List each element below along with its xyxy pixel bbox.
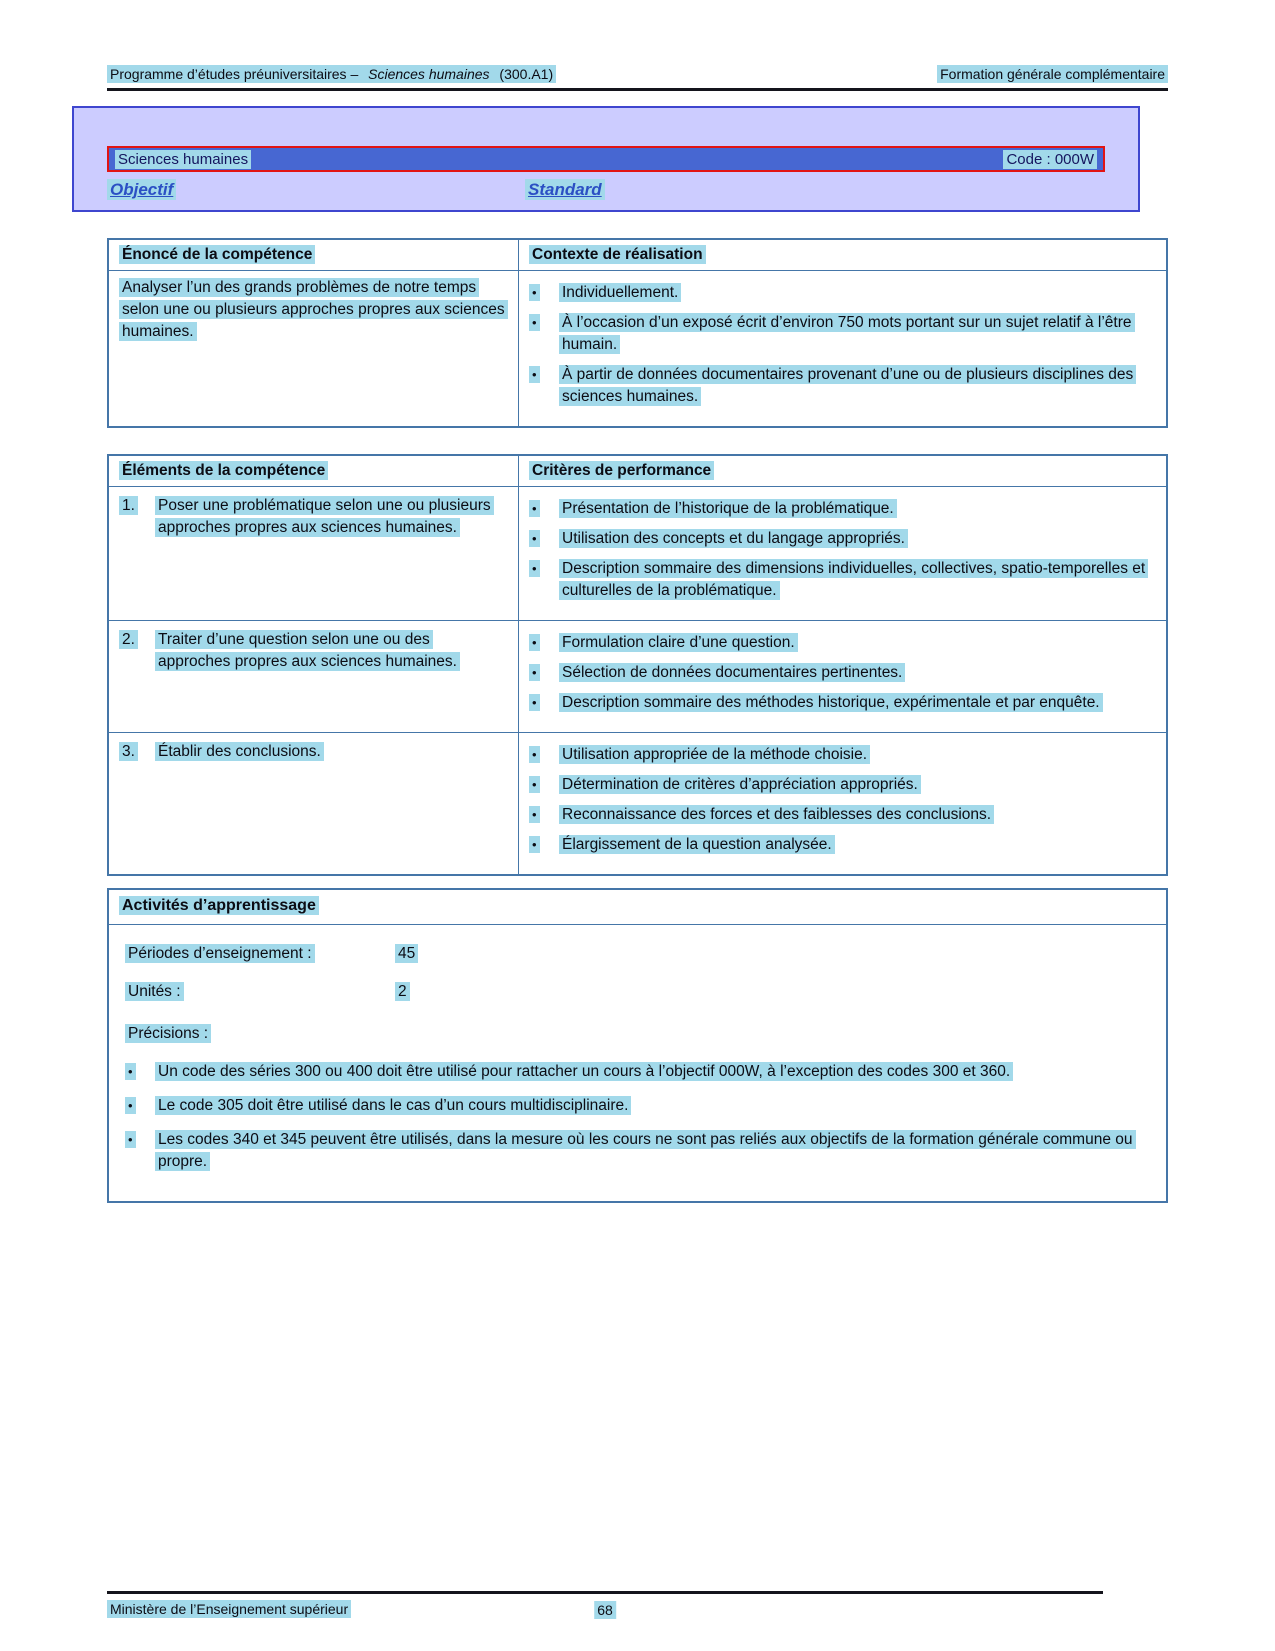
item-number-column	[119, 629, 155, 673]
bullet-icon	[529, 284, 540, 301]
item-number: 1.	[119, 496, 138, 515]
item-number-column	[119, 495, 155, 539]
bullet-column	[529, 804, 559, 826]
bullet-icon	[529, 694, 540, 711]
bullet-icon	[529, 560, 540, 577]
header-program-prefix: Programme d’études préuniversitaires –	[107, 65, 365, 83]
footer-page-number: 68	[594, 1601, 616, 1619]
bullet-column	[529, 632, 559, 654]
unites-value: 2	[395, 982, 410, 1001]
bullet-text-wrap	[559, 804, 1154, 826]
periodes-value-wrap	[395, 943, 418, 965]
item-number: 3.	[119, 742, 138, 761]
bullet-icon	[529, 776, 540, 793]
critere-text: Utilisation appropriée de la méthode choisie.	[559, 745, 870, 764]
bullet-column	[529, 662, 559, 684]
bullet-column	[529, 364, 559, 408]
critere-text: Description sommaire des dimensions individuelles, collectives, spatio-temporelles et culturelles de la problématique.	[559, 559, 1148, 600]
item-text-wrap	[155, 741, 506, 763]
bullet-text-wrap	[559, 528, 1154, 550]
precision-text: Un code des séries 300 ou 400 doit être utilisé pour rattacher un cours à l’objectif 000W, à l’exception des codes 300 et 360.	[155, 1062, 1013, 1081]
critere-text: Reconnaissance des forces et des faiblesses des conclusions.	[559, 805, 994, 824]
contexte-item-text: À l’occasion d’un exposé écrit d’environ 750 mots portant sur un sujet relatif à l’être humain.	[559, 313, 1135, 354]
critere-text: Formulation claire d’une question.	[559, 633, 798, 652]
bullet-column	[529, 312, 559, 356]
element-text: Traiter d’une question selon une ou des approches propres aux sciences humaines.	[155, 630, 460, 671]
course-title: Sciences humaines	[115, 150, 251, 169]
bullet-column	[529, 528, 559, 550]
left-header-text: Énoncé de la compétence	[119, 245, 315, 264]
contexte-item	[529, 282, 1154, 304]
unites-value-wrap	[395, 981, 410, 1003]
unites-label-column	[125, 981, 395, 1003]
precision-item	[125, 1095, 1154, 1117]
critere-text: Sélection de données documentaires pertinentes.	[559, 663, 905, 682]
numbered-item	[119, 495, 506, 539]
critere-item	[529, 744, 1154, 766]
page-header	[107, 66, 1168, 91]
critere-item	[529, 774, 1154, 796]
precision-text: Le code 305 doit être utilisé dans le cas d’un cours multidisciplinaire.	[155, 1096, 631, 1115]
periodes-row	[125, 943, 1154, 965]
activities-body	[109, 925, 1166, 1201]
competence-table-left-header	[109, 240, 519, 271]
bullet-icon	[529, 746, 540, 763]
header-left	[107, 66, 556, 82]
bullet-text-wrap	[559, 744, 1154, 766]
elements-table	[107, 454, 1168, 876]
precision-text: Les codes 340 et 345 peuvent être utilisés, dans la mesure où les cours ne sont pas reliés aux objectifs de la formation générale commune ou propre.	[155, 1130, 1136, 1171]
competence-table-right-header	[519, 240, 1166, 271]
objectif-column	[107, 180, 517, 200]
bullet-text-wrap	[559, 692, 1154, 714]
contexte-item	[529, 312, 1154, 356]
contexte-item	[529, 364, 1154, 408]
critere-text: Description sommaire des méthodes historique, expérimentale et par enquête.	[559, 693, 1103, 712]
header-right	[937, 66, 1168, 82]
periodes-label-column	[125, 943, 395, 965]
header-program-title: Sciences humaines	[365, 65, 492, 83]
precisions-label: Précisions :	[125, 1024, 211, 1043]
critere-item	[529, 558, 1154, 602]
critere-text: Détermination de critères d’appréciation appropriés.	[559, 775, 921, 794]
bullet-text-wrap	[559, 558, 1154, 602]
activities-box	[107, 888, 1168, 1203]
elements-table-left-header	[109, 456, 519, 487]
critere-text: Élargissement de la question analysée.	[559, 835, 835, 854]
bullet-text-wrap	[155, 1061, 1154, 1083]
activities-title-row	[109, 890, 1166, 925]
left-header-text: Éléments de la compétence	[119, 461, 328, 480]
critere-item	[529, 662, 1154, 684]
item-text-wrap	[155, 629, 506, 673]
bullet-column	[529, 774, 559, 796]
competence-enonce-cell	[109, 271, 519, 426]
right-header-text: Critères de performance	[529, 461, 714, 480]
course-code: Code : 000W	[1003, 150, 1097, 169]
unites-label: Unités :	[125, 982, 184, 1001]
bullet-text-wrap	[155, 1095, 1154, 1117]
standard-label: Standard	[525, 179, 605, 200]
bullet-icon	[529, 530, 540, 547]
precisions-row	[125, 1023, 1154, 1045]
objectif-label: Objectif	[107, 179, 176, 200]
competence-contexte-cell	[519, 271, 1166, 426]
bullet-icon	[529, 836, 540, 853]
standard-column	[517, 180, 605, 200]
bullet-text-wrap	[559, 312, 1154, 356]
bullet-icon	[125, 1097, 136, 1114]
bullet-column	[529, 692, 559, 714]
bullet-column	[529, 282, 559, 304]
bullet-column	[529, 498, 559, 520]
elements-table-right-header	[519, 456, 1166, 487]
item-number: 2.	[119, 630, 138, 649]
critere-item	[529, 498, 1154, 520]
bullet-text-wrap	[155, 1129, 1154, 1173]
bullet-column	[125, 1061, 155, 1083]
bullet-icon	[529, 500, 540, 517]
precision-item	[125, 1061, 1154, 1083]
element-cell-3	[109, 733, 519, 874]
bullet-icon	[529, 366, 540, 383]
criteres-cell-3	[519, 733, 1166, 874]
numbered-item	[119, 629, 506, 673]
bullet-icon	[529, 664, 540, 681]
critere-item	[529, 528, 1154, 550]
bullet-column	[125, 1095, 155, 1117]
critere-item	[529, 692, 1154, 714]
criteres-cell-2	[519, 621, 1166, 733]
criteres-cell-1	[519, 487, 1166, 621]
element-text: Établir des conclusions.	[155, 742, 324, 761]
item-number-column	[119, 741, 155, 763]
bullet-icon	[529, 806, 540, 823]
header-section-label: Formation générale complémentaire	[937, 65, 1168, 83]
bullet-column	[529, 744, 559, 766]
banner-labels	[107, 180, 1105, 200]
bullet-icon	[529, 634, 540, 651]
right-header-text: Contexte de réalisation	[529, 245, 706, 264]
element-text: Poser une problématique selon une ou plusieurs approches propres aux sciences humaines.	[155, 496, 494, 537]
bullet-column	[125, 1129, 155, 1173]
bullet-icon	[529, 314, 540, 331]
bullet-icon	[125, 1063, 136, 1080]
precision-item	[125, 1129, 1154, 1173]
periodes-label: Périodes d’enseignement :	[125, 944, 315, 963]
bullet-column	[529, 558, 559, 602]
bullet-icon	[125, 1131, 136, 1148]
critere-item	[529, 834, 1154, 856]
critere-text: Utilisation des concepts et du langage appropriés.	[559, 529, 908, 548]
bullet-text-wrap	[559, 834, 1154, 856]
competence-table	[107, 238, 1168, 428]
periodes-value: 45	[395, 944, 418, 963]
bullet-column	[529, 834, 559, 856]
element-cell-2	[109, 621, 519, 733]
contexte-item-text: Individuellement.	[559, 283, 681, 302]
bullet-text-wrap	[559, 498, 1154, 520]
critere-item	[529, 804, 1154, 826]
critere-item	[529, 632, 1154, 654]
activities-title: Activités d’apprentissage	[119, 896, 319, 915]
bullet-text-wrap	[559, 282, 1154, 304]
footer-ministry: Ministère de l’Enseignement supérieur	[107, 1600, 351, 1618]
bullet-text-wrap	[559, 774, 1154, 796]
element-cell-1	[109, 487, 519, 621]
critere-text: Présentation de l’historique de la problématique.	[559, 499, 897, 518]
unites-row	[125, 981, 1154, 1003]
header-program-code: (300.A1)	[493, 65, 557, 83]
bullet-text-wrap	[559, 364, 1154, 408]
numbered-item	[119, 741, 506, 763]
page-footer	[107, 1591, 1103, 1617]
contexte-item-text: À partir de données documentaires provenant d’une ou de plusieurs disciplines des sciences humaines.	[559, 365, 1136, 406]
item-text-wrap	[155, 495, 506, 539]
bullet-text-wrap	[559, 662, 1154, 684]
course-titlebar	[107, 146, 1105, 172]
bullet-text-wrap	[559, 632, 1154, 654]
competence-enonce-text: Analyser l’un des grands problèmes de notre temps selon une ou plusieurs approches propres aux sciences humaines.	[119, 278, 508, 341]
course-banner	[72, 106, 1140, 212]
